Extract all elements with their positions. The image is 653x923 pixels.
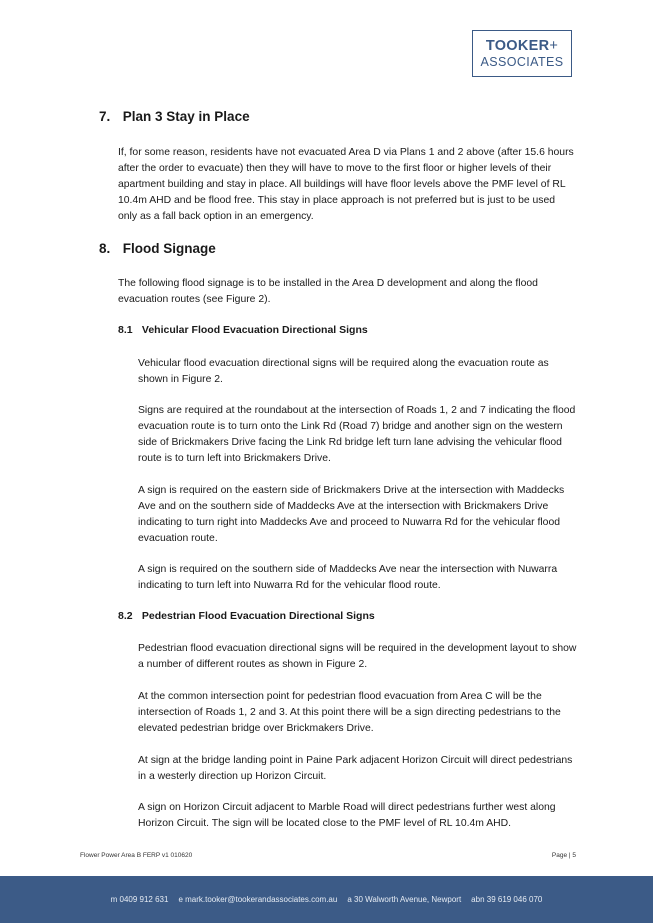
section-8-1-paragraph: A sign is required on the eastern side of Brickmakers Drive at the intersection with Maddecks Ave and on the southern side of Maddecks Ave at the intersection with Brickmakers Drive indicating to turn right into Maddecks Ave and proceed to Nuwarra Rd for the vehicular flood evacuation route. xyxy=(138,485,565,544)
contact-bar xyxy=(0,876,653,923)
section-8-2-paragraph: A sign on Horizon Circuit adjacent to Marble Road will direct pedestrians further west along Horizon Circuit. The sign will be located close to the PMF level of RL 10.4m AHD. xyxy=(138,802,556,829)
logo-name-line2: ASSOCIATES xyxy=(480,55,564,69)
section-8-1-number: 8.1 xyxy=(118,324,133,336)
section-8-2-heading xyxy=(118,610,375,622)
section-8-paragraph: The following flood signage is to be installed in the Area D development and along the flood evacuation routes (see Figure 2). xyxy=(118,278,538,305)
contact-mobile: m 0409 912 631 xyxy=(110,895,169,904)
logo-name-line1: TOOKER xyxy=(485,38,550,54)
logo-plus: + xyxy=(549,38,559,54)
contact-address: a 30 Walworth Avenue, Newport xyxy=(347,895,462,904)
page-footer xyxy=(80,852,576,859)
section-8-1-paragraph: A sign is required on the southern side of Maddecks Ave near the intersection with Nuwarra indicating to turn left into Nuwarra Rd for the vehicular flood route. xyxy=(138,564,558,591)
document-reference: Flower Power Area B FERP v1 010620 xyxy=(80,852,193,859)
section-8-heading xyxy=(99,241,216,256)
section-8-2-number: 8.2 xyxy=(118,610,133,622)
section-8-2-paragraph: At sign at the bridge landing point in Paine Park adjacent Horizon Circuit will direct pedestrians in a westerly direction up Horizon Circuit. xyxy=(138,755,573,782)
section-8-title: Flood Signage xyxy=(122,241,216,256)
section-8-1-paragraph: Vehicular flood evacuation directional signs will be required along the evacuation route as shown in Figure 2. xyxy=(138,358,549,385)
page-number: Page | 5 xyxy=(551,852,576,859)
section-8-2-paragraph: Pedestrian flood evacuation directional signs will be required in the development layout to show a number of different routes as shown in Figure 2. xyxy=(138,643,577,670)
contact-email[interactable]: e mark.tooker@tookerandassociates.com.au xyxy=(178,895,338,904)
section-8-number: 8. xyxy=(99,241,111,256)
section-8-1-heading xyxy=(118,324,368,336)
section-7-title: Plan 3 Stay in Place xyxy=(122,109,250,124)
section-7-paragraph: If, for some reason, residents have not evacuated Area D via Plans 1 and 2 above (after 15.6 hours after the order to evacuate) then they will have to move to the first floor or higher levels of their apartment building and stay in place. All buildings will have floor levels above the PMF level of RL 10.4m AHD and be flood free. This stay in place approach is not preferred but is just to be used only as a fall back option in an emergency. xyxy=(118,147,574,222)
section-8-1-title: Vehicular Flood Evacuation Directional Signs xyxy=(141,324,368,336)
section-7-number: 7. xyxy=(99,109,111,124)
section-8-2-paragraph: At the common intersection point for pedestrian flood evacuation from Area C will be the intersection of Roads 1, 2 and 3. At this point there will be a sign directing pedestrians to the elevated pedestrian bridge over Brickmakers Drive. xyxy=(138,691,561,734)
section-8-1-paragraph: Signs are required at the roundabout at the intersection of Roads 1, 2 and 7 indicating the flood evacuation route is to turn onto the Link Rd (Road 7) bridge and another sign on the western side of Brickmakers Drive facing the Link Rd bridge left turn lane advising the vehicular flood route is to turn left into Brickmakers Drive. xyxy=(138,405,576,464)
section-7-heading xyxy=(99,109,250,124)
section-8-2-title: Pedestrian Flood Evacuation Directional Signs xyxy=(141,610,375,622)
company-logo xyxy=(472,30,572,77)
contact-abn: abn 39 619 046 070 xyxy=(471,895,543,904)
